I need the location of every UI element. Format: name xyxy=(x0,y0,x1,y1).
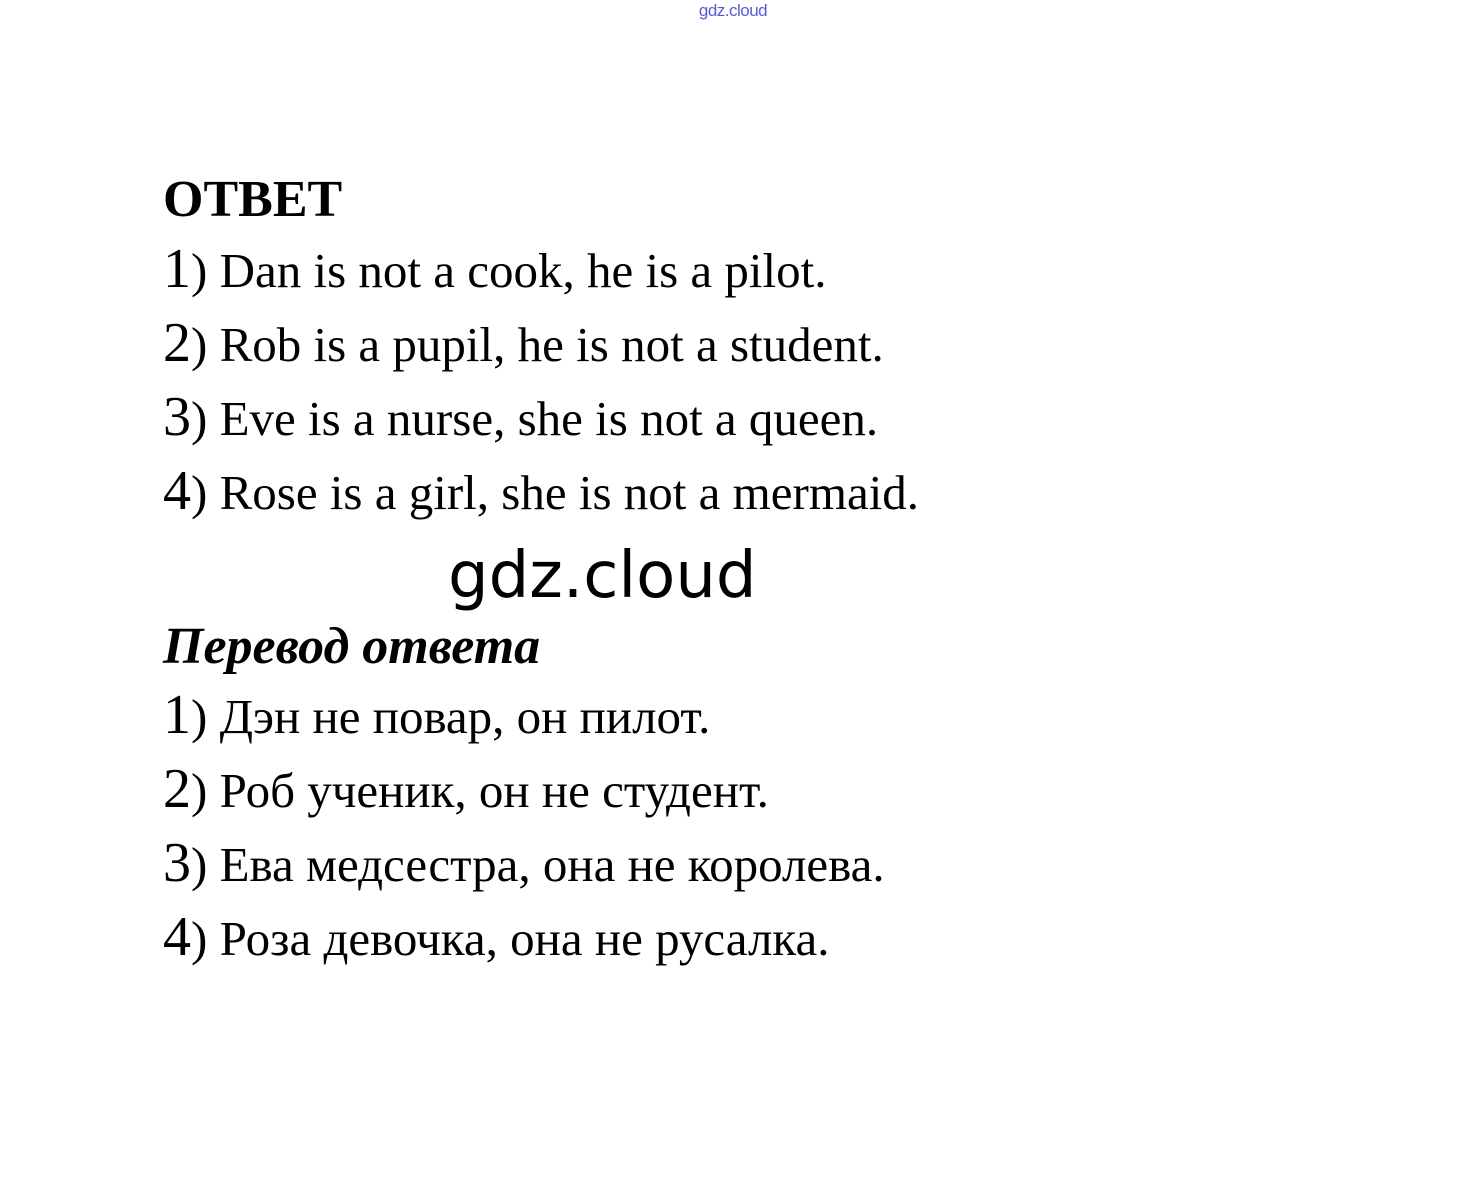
item-text: ) Роза девочка, она не русалка. xyxy=(191,911,830,966)
answer-item xyxy=(163,232,1363,306)
translation-item xyxy=(163,752,1363,826)
item-number: 3 xyxy=(163,386,191,448)
answer-item xyxy=(163,454,1363,528)
translation-heading: Перевод ответа xyxy=(163,618,541,675)
answer-item xyxy=(163,380,1363,454)
translation-item xyxy=(163,678,1363,752)
translation-item xyxy=(163,900,1363,974)
item-number: 1 xyxy=(163,684,191,746)
top-watermark: gdz.cloud xyxy=(698,1,768,20)
item-number: 4 xyxy=(163,460,191,522)
answer-item xyxy=(163,306,1363,380)
item-number: 2 xyxy=(163,758,191,820)
answer-content xyxy=(163,168,1363,974)
item-number: 3 xyxy=(163,832,191,894)
item-text: ) Роб ученик, он не студент. xyxy=(191,763,769,818)
item-text: ) Dan is not a cook, he is a pilot. xyxy=(191,243,827,298)
center-watermark: gdz.cloud xyxy=(448,539,757,613)
item-text: ) Дэн не повар, он пилот. xyxy=(191,689,711,744)
item-text: ) Eve is a nurse, she is not a queen. xyxy=(191,391,879,446)
answer-heading: ОТВЕТ xyxy=(163,171,343,228)
item-number: 4 xyxy=(163,906,191,968)
item-text: ) Rob is a pupil, he is not a student. xyxy=(191,317,884,372)
item-number: 2 xyxy=(163,312,191,374)
item-text: ) Ева медсестра, она не королева. xyxy=(191,837,885,892)
translation-item xyxy=(163,826,1363,900)
item-text: ) Rose is a girl, she is not a mermaid. xyxy=(191,465,920,520)
item-number: 1 xyxy=(163,238,191,300)
